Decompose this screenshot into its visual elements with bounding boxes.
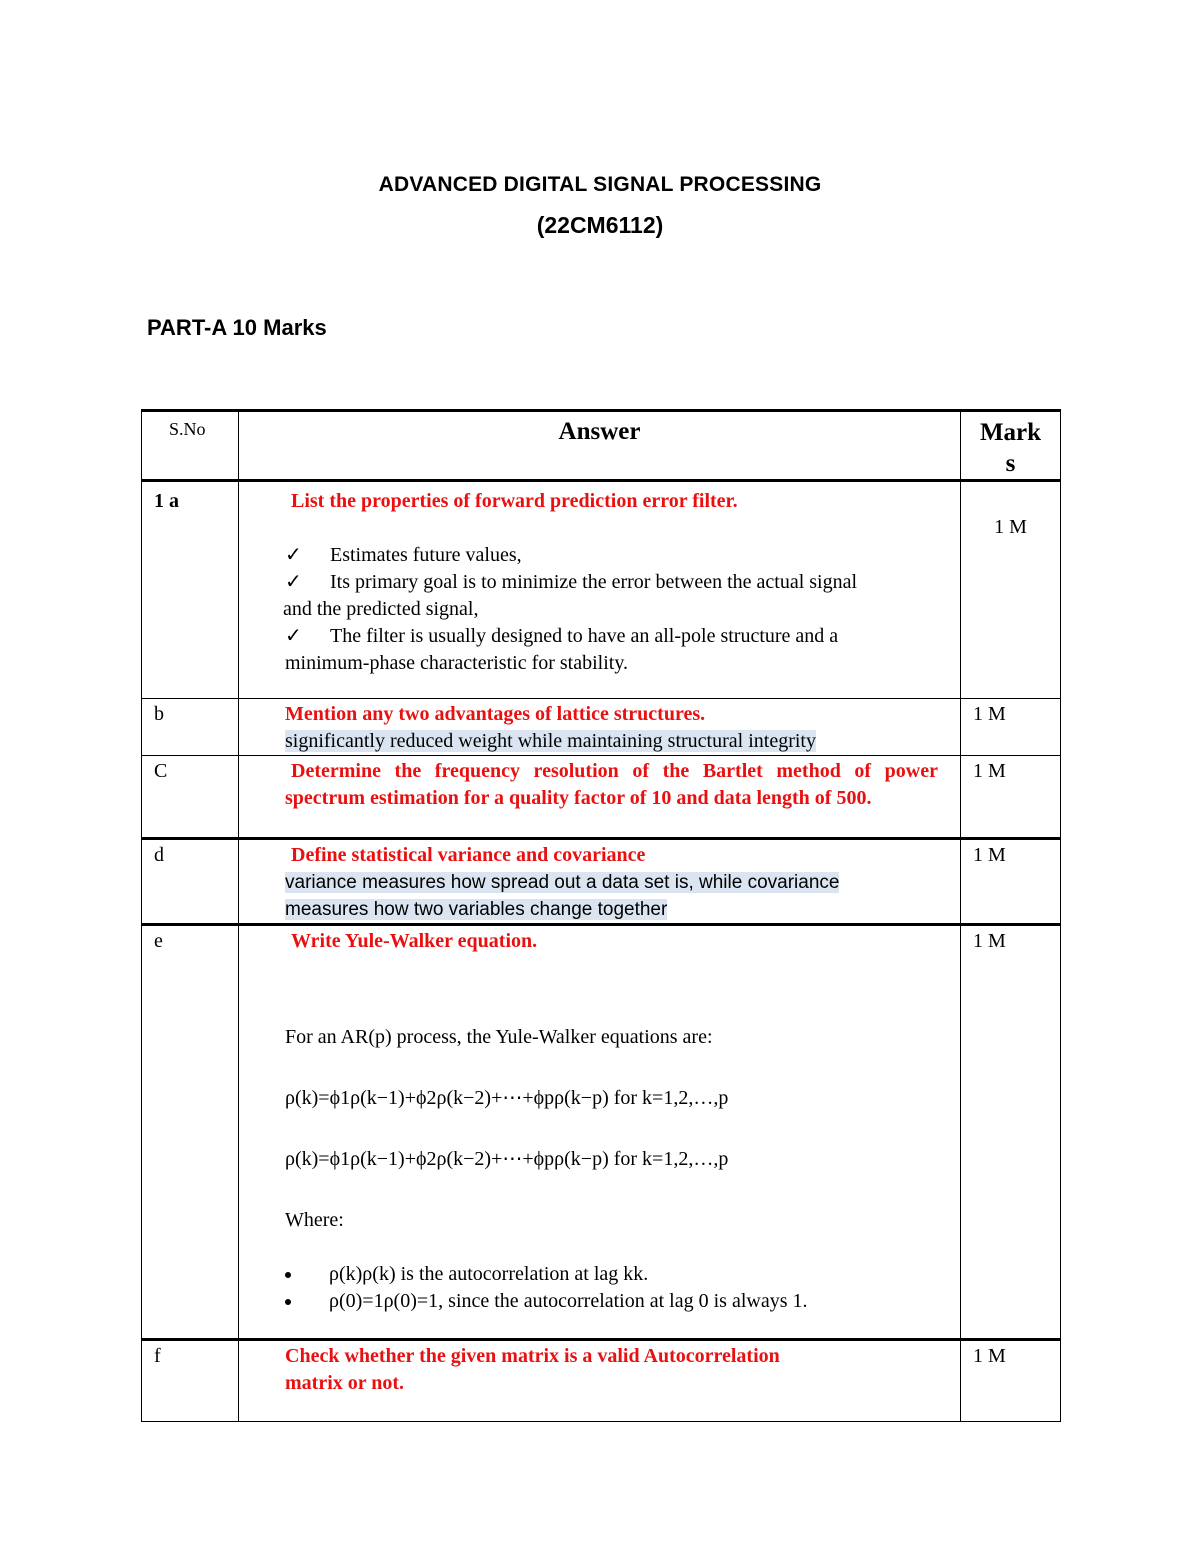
check-item-continuation: minimum-phase characteristic for stability. bbox=[285, 652, 629, 674]
table-row bbox=[142, 1340, 1061, 1422]
row-answer bbox=[239, 481, 961, 699]
check-item-continuation: and the predicted signal, bbox=[283, 598, 479, 620]
header-marks-line1: Mark bbox=[979, 419, 1042, 446]
header-sno: S.No bbox=[142, 411, 239, 481]
checkmark-icon: ✓ bbox=[285, 571, 302, 593]
table-row bbox=[142, 756, 1061, 839]
checkmark-icon: ✓ bbox=[285, 544, 302, 566]
row-marks: 1 M bbox=[961, 1340, 1061, 1422]
header-marks-line2: s bbox=[1005, 450, 1016, 477]
question-text: Mention any two advantages of lattice structures. bbox=[285, 703, 706, 725]
header-answer: Answer bbox=[239, 411, 961, 481]
row-sno: 1 a bbox=[142, 481, 239, 699]
check-item: ✓ The filter is usually designed to have an all-pole structure and a bbox=[285, 623, 938, 650]
bullet-list bbox=[285, 1261, 940, 1315]
table-header-row bbox=[142, 411, 1061, 481]
row-answer bbox=[239, 756, 961, 839]
question-text: List the properties of forward prediction error filter. bbox=[291, 490, 738, 512]
row-sno: d bbox=[142, 839, 239, 925]
where-label: Where: bbox=[285, 1209, 344, 1231]
row-marks: 1 M bbox=[961, 481, 1061, 699]
row-answer bbox=[239, 1340, 961, 1422]
row-answer bbox=[239, 699, 961, 756]
table-row bbox=[142, 925, 1061, 1340]
checkmark-icon: ✓ bbox=[285, 625, 302, 647]
row-marks: 1 M bbox=[961, 756, 1061, 839]
table-row bbox=[142, 481, 1061, 699]
row-marks: 1 M bbox=[961, 839, 1061, 925]
row-marks: 1 M bbox=[961, 699, 1061, 756]
answer-table bbox=[141, 409, 1061, 1422]
header-marks bbox=[961, 411, 1061, 481]
document-title: ADVANCED DIGITAL SIGNAL PROCESSING bbox=[378, 173, 822, 196]
row-sno: f bbox=[142, 1340, 239, 1422]
question-text: Determine the frequency resolution of the Bartlet method of power spectrum estimation for a quality factor of 10 and data length of 500. bbox=[285, 760, 938, 809]
equation: ρ(k)=ϕ1ρ(k−1)+ϕ2ρ(k−2)+⋯+ϕpρ(k−p) for k=1,2,…,p bbox=[285, 1087, 729, 1109]
row-sno: b bbox=[142, 699, 239, 756]
question-text: Write Yule-Walker equation. bbox=[291, 930, 538, 952]
answer-text: measures how two variables change together bbox=[285, 899, 668, 920]
table-row bbox=[142, 839, 1061, 925]
check-item: ✓ Estimates future values, bbox=[285, 542, 938, 569]
list-item: ρ(k)ρ(k) is the autocorrelation at lag kk. bbox=[285, 1261, 940, 1288]
check-item: ✓ Its primary goal is to minimize the error between the actual signal bbox=[285, 569, 938, 596]
table-row bbox=[142, 699, 1061, 756]
equation: ρ(k)=ϕ1ρ(k−1)+ϕ2ρ(k−2)+⋯+ϕpρ(k−p) for k=1,2,…,p bbox=[285, 1148, 729, 1170]
row-answer bbox=[239, 839, 961, 925]
course-code: (22CM6112) bbox=[536, 212, 664, 238]
question-text: Define statistical variance and covariance bbox=[291, 844, 646, 866]
answer-text: variance measures how spread out a data set is, while covariance bbox=[285, 872, 840, 893]
question-text: matrix or not. bbox=[285, 1372, 405, 1394]
answer-text: significantly reduced weight while maintaining structural integrity bbox=[285, 730, 816, 752]
row-sno: C bbox=[142, 756, 239, 839]
question-text: Check whether the given matrix is a valid Autocorrelation bbox=[285, 1345, 780, 1367]
row-marks: 1 M bbox=[961, 925, 1061, 1340]
list-item: ρ(0)=1ρ(0)=1, since the autocorrelation at lag 0 is always 1. bbox=[285, 1288, 940, 1315]
row-sno: e bbox=[142, 925, 239, 1340]
intro-text: For an AR(p) process, the Yule-Walker equations are: bbox=[285, 1026, 713, 1048]
row-answer bbox=[239, 925, 961, 1340]
part-heading: PART-A 10 Marks bbox=[147, 315, 327, 340]
